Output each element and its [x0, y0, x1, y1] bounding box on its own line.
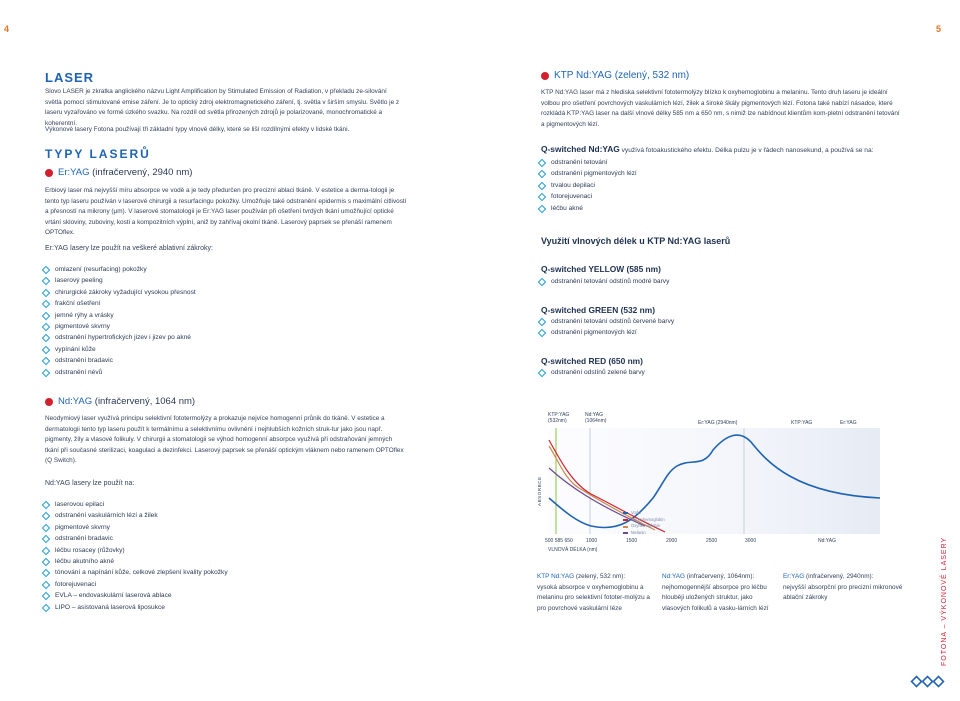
list-item-text: odstranění bradavic	[55, 357, 113, 365]
list-item-text: frakční ošetření	[55, 300, 101, 308]
chart-top-label: (1064nm)	[585, 418, 607, 424]
list-item	[41, 344, 196, 355]
chart-legend-labels	[631, 510, 665, 536]
diamond-bullet-icon	[42, 524, 50, 532]
diamond-bullet-icon	[42, 311, 50, 319]
list-item	[537, 276, 669, 287]
list-item	[41, 355, 196, 366]
eryag-body: Erbiový laser má nejvyšší míru absorpce ve vodě a je tedy předurčen pro precizní ablaci tkáně. V estetice a derma-tologii je tento typ laseru používán v laserové chirurgii a resurfacingu pokožky. Umožňuje také odstranění epidermis s maximální citlivostí a přesností na mikrony (μm). V laserové stomatologii je Er:YAG laser používán při ošetření tvrdých tkání umožňující optické vrtání skloviny, zuboviny, kosti a kompozitních výplní, aniž by zahřívaj okolní tkáně. Laserový paprsek se přenáší ramenem OPTOflex.	[45, 187, 407, 237]
qswitched-title: Q-switched Nd:YAG	[541, 144, 620, 154]
list-item	[41, 556, 228, 567]
diamond-bullet-icon	[538, 204, 546, 212]
diamond-bullet-icon	[42, 535, 50, 543]
section-title-laser: LASER	[45, 70, 95, 85]
list-item-text: vypínání kůže	[55, 345, 96, 353]
diamond-bullet-icon	[42, 289, 50, 297]
caption-rest: (infračervený, 2940nm):	[804, 573, 874, 580]
eryag-heading	[45, 167, 192, 178]
list-item	[41, 567, 228, 578]
list-item-text: pigmentové skvrny	[55, 322, 110, 330]
list-item	[41, 579, 228, 590]
qswitched-list	[537, 157, 637, 214]
legend-swatch	[623, 512, 628, 514]
list-item	[41, 590, 228, 601]
diamond-bullet-icon	[42, 266, 50, 274]
diamond-bullet-icon	[538, 193, 546, 201]
tick-label: 3000	[745, 538, 757, 544]
chart-top-label: (532nm)	[548, 418, 567, 424]
caption-text: vysoká absorpce v oxyhemoglobinu a melaninu pro selektivní fototer-molýzu a pro povrchové vaskulární léze	[537, 583, 650, 612]
ndyag-body: Neodymiový laser využívá principu selektivní fototermolýzy a prokazuje nejvíce homogenní průnik do tkáně. V estetice a dermatologii tento typ laseru použít k termálnímu a selektivnímu ovlivnění i nejhlubších kožních struk-tur jako jsou např. pigmenty, žíly a vlasové folikuly. V chirurgii a stomatologii se výhod homogenní absorpce využívá při odstraňování jemných tkání při současné sterilizaci, koagulaci a dezinfekci. Laserový paprsek se přenáší optickým vláknem nebo ramenem OPTOflex (Q Switch).	[45, 415, 404, 465]
list-item-text: odstranění pigmentových lézí	[551, 170, 637, 178]
list-item	[41, 298, 196, 309]
ndyag-heading	[45, 396, 195, 407]
list-item	[41, 310, 196, 321]
absorption-chart	[535, 410, 895, 560]
tick-label: Nd:YAG	[818, 538, 836, 544]
diamond-bullet-icon	[42, 592, 50, 600]
list-item-text: odstranění tetování odstínů červené barvy	[551, 318, 675, 325]
list-item	[537, 327, 674, 338]
bullet-dot	[45, 398, 53, 406]
chart-plot	[535, 428, 895, 550]
list-item-text: trvalou depilaci	[551, 181, 595, 189]
chart-y-label: ABSORBCE	[537, 476, 542, 506]
diamond-bullet-icon	[42, 357, 50, 365]
list-item-text: léčbu akutního akné	[55, 557, 115, 565]
list-item-text: jemné rýhy a vrásky	[55, 311, 114, 319]
qswitched-intro	[541, 144, 911, 157]
side-label-text: FOTONA – VÝKONOVÉ LASERY	[941, 536, 948, 666]
diamond-bullet-icon	[42, 512, 50, 520]
bullet-dot	[541, 72, 549, 80]
list-item	[41, 499, 228, 510]
diamond-bullet-icon	[538, 318, 546, 326]
diamond-bullet-icon	[538, 170, 546, 178]
caption-eryag	[783, 572, 903, 604]
wavelengths-title: Využití vlnových délek u KTP Nd:YAG laserů	[541, 236, 731, 246]
caption-ktp	[537, 572, 652, 614]
list-item	[41, 332, 196, 343]
list-item-text: odstranění odstínů zelené barvy	[551, 369, 645, 376]
chart-x-label: VLNOVÁ DÉLKA (nm)	[548, 547, 598, 553]
tick-label: 1000	[586, 538, 598, 544]
yellow-list	[537, 276, 669, 287]
list-item-text: léčbu rosacey (růžovky)	[55, 546, 125, 554]
chart-label-ktp-2: KTP:YAG	[791, 420, 813, 426]
list-item-text: LIPO – asistovaná laserová liposukce	[55, 603, 165, 611]
list-item	[537, 191, 637, 202]
caption-name: Nd:YAG	[662, 573, 685, 580]
caption-name: Er:YAG	[783, 573, 805, 580]
caption-rest: (infračervený, 1064nm):	[684, 573, 755, 580]
red-title: Q-switched RED (650 nm)	[541, 356, 643, 366]
diamond-bullet-icon	[42, 546, 50, 554]
diamond-bullet-icon	[42, 569, 50, 577]
chart-label-eryag-2: Er:YAG	[840, 420, 857, 426]
side-label	[938, 536, 950, 666]
ndyag-heading-name: Nd:YAG	[58, 396, 93, 407]
legend-label: Melanin	[631, 529, 646, 535]
tick-label: 2000	[666, 538, 678, 544]
list-item	[41, 510, 228, 521]
red-list	[537, 367, 645, 378]
list-item-text: odstranění hypertrofických jizev i jizev po akné	[55, 334, 191, 342]
legend-label: Oxyhemoglobin	[631, 523, 661, 529]
diamond-bullet-icon	[538, 369, 546, 377]
ktp-body: KTP Nd:YAG laser má z hlediska selektivní fototermolýzy blízko k oxyhemoglobinu a melaninu. Tento druh laseru je ideální volbou pro ošetření povrchových vaskulárních lézí, žilek a široké škály pigmentových lézí. Fotona také nabízí násadce, které rozkládá KTP:YAG laser na další vlnové délky 585 nm a 650 nm, s nimiž lze nabídnout klientům kom-pletní odstranění tetování a pigmentových lézí.	[541, 89, 900, 128]
chart-label-eryag: Er:YAG (2940nm)	[698, 420, 738, 426]
ktp-heading	[541, 70, 689, 81]
legend-swatch	[623, 532, 628, 534]
legend-swatch	[623, 526, 628, 528]
caption-text: nejvyšší absorpční pro precizní mikronové ablační zákroky	[783, 583, 903, 602]
list-item-text: odstranění bradavic	[55, 535, 113, 543]
diamond-bullet-icon	[42, 558, 50, 566]
list-item	[41, 321, 196, 332]
list-item-text: odstranění pigmentových lézí	[551, 329, 637, 337]
list-item-text: fotorejuvenaci	[551, 193, 593, 201]
ndyag-list-intro: Nd:YAG lasery lze použít na:	[45, 480, 135, 487]
chart-top-label: KTP:YAG	[548, 412, 570, 418]
diamond-bullet-icon	[42, 334, 50, 342]
list-item-text: fotorejuvenaci	[55, 580, 97, 588]
legend-swatch	[623, 519, 628, 521]
diamond-bullet-icon	[42, 368, 50, 376]
eryag-heading-rest: (infračervený, 2940 nm)	[89, 167, 193, 178]
eryag-heading-name: Er:YAG	[58, 167, 90, 178]
list-item	[41, 367, 196, 378]
list-item	[537, 367, 645, 378]
diamond-bullet-icon	[538, 329, 546, 337]
list-item	[537, 180, 637, 191]
list-item	[537, 157, 637, 168]
tick-label: 2500	[706, 538, 718, 544]
bullet-dot	[45, 169, 53, 177]
fotona-logo-icon	[909, 672, 951, 692]
list-item	[41, 533, 228, 544]
tick-label: 1500	[626, 538, 638, 544]
ktp-heading-text: KTP Nd:YAG (zelený, 532 nm)	[554, 70, 690, 81]
eryag-indications-list	[41, 264, 196, 378]
list-item-text: laserovou epilaci	[55, 501, 105, 508]
section-title-types: TYPY LASERŮ	[45, 147, 151, 161]
chart-top-label: Nd:YAG	[585, 412, 603, 418]
list-item	[537, 168, 637, 179]
diamond-bullet-icon	[42, 501, 50, 509]
list-item-text: omlazení (resurfacing) pokožky	[55, 266, 147, 273]
diamond-bullet-icon	[538, 182, 546, 190]
ndyag-heading-rest: (infračervený, 1064 nm)	[92, 396, 196, 407]
green-title: Q-switched GREEN (532 nm)	[541, 305, 656, 315]
list-item-text: tónování a napínání kůže, celkové zlepšení kvality pokožky	[55, 569, 228, 577]
list-item-text: laserový peeling	[55, 277, 103, 285]
list-item	[41, 287, 196, 298]
diamond-bullet-icon	[42, 580, 50, 588]
list-item-text: chirurgické zákroky vyžadující vysokou přesnost	[55, 288, 196, 296]
green-list	[537, 316, 674, 339]
list-item-text: odstranění tetování	[551, 159, 608, 166]
list-item	[41, 275, 196, 286]
qswitched-title-rest: využívá fotoakustického efektu. Délka pulzu je v řádech nanosekund, a používá se na:	[619, 147, 874, 154]
caption-name: KTP Nd:YAG	[537, 573, 575, 580]
list-item-text: odstranění vaskulárních lézí a žilek	[55, 512, 158, 520]
diamond-bullet-icon	[538, 278, 546, 286]
caption-ndyag	[662, 572, 774, 614]
list-item-text: EVLA – endovaskulární laserová ablace	[55, 592, 172, 600]
yellow-title: Q-switched YELLOW (585 nm)	[541, 264, 661, 274]
list-item	[41, 545, 228, 556]
plot-area	[548, 428, 880, 534]
list-item-text: pigmentové skvrny	[55, 523, 110, 531]
list-item	[537, 203, 637, 214]
diamond-bullet-icon	[42, 300, 50, 308]
legend-label: Voda	[631, 510, 641, 515]
diamond-bullet-icon	[42, 323, 50, 331]
page-number-right: 5	[936, 24, 942, 34]
tick-label: 500 585 650	[545, 538, 573, 544]
diamond-bullet-icon	[42, 277, 50, 285]
chart-label-ktp	[548, 412, 569, 424]
eryag-list-intro: Er:YAG lasery lze použít na veškeré ablativní zákroky:	[45, 245, 213, 252]
page-number-left: 4	[4, 24, 10, 34]
diamond-bullet-icon	[538, 159, 546, 167]
list-item	[41, 522, 228, 533]
caption-rest: (zelený, 532 nm):	[574, 573, 626, 580]
legend-label: Deoxyhemoglobin	[631, 516, 665, 522]
laser-intro: Slovo LASER je zkratka anglického názvu Light Amplification by Stimulated Emission of Radiation, v překladu ze-silování světla pomocí stimulované emise záření. Je to optický zdroj elektromagnetického záření, tj. světla v širším smyslu. Světlo je z laseru vyzařováno ve formě úzkého svazku. Na rozdíl od světla přirozených zdrojů je polarizované, monochromatické a koherentní.	[45, 88, 400, 127]
laser-intro-2: Výkonové lasery Fotona používají tři základní typy vlnové délky, které se liší rozdílnými efekty v lidské tkáni.	[45, 126, 350, 133]
list-item-text: odstranění tetování odstínů modré barvy	[551, 278, 670, 285]
chart-label-ndyag	[585, 412, 606, 424]
diamond-bullet-icon	[42, 345, 50, 353]
list-item	[41, 264, 196, 275]
diamond-bullet-icon	[42, 603, 50, 611]
list-item	[41, 602, 228, 613]
list-item-text: odstranění névů	[55, 368, 103, 376]
ndyag-indications-list	[41, 499, 228, 613]
caption-text: nejhomogennější absorpce pro léčbu hlouběji uložených struktur, jako vlasových folikulů a vasku-lárních lézí	[662, 583, 769, 612]
list-item-text: léčbu akné	[551, 204, 583, 212]
list-item	[537, 316, 674, 327]
